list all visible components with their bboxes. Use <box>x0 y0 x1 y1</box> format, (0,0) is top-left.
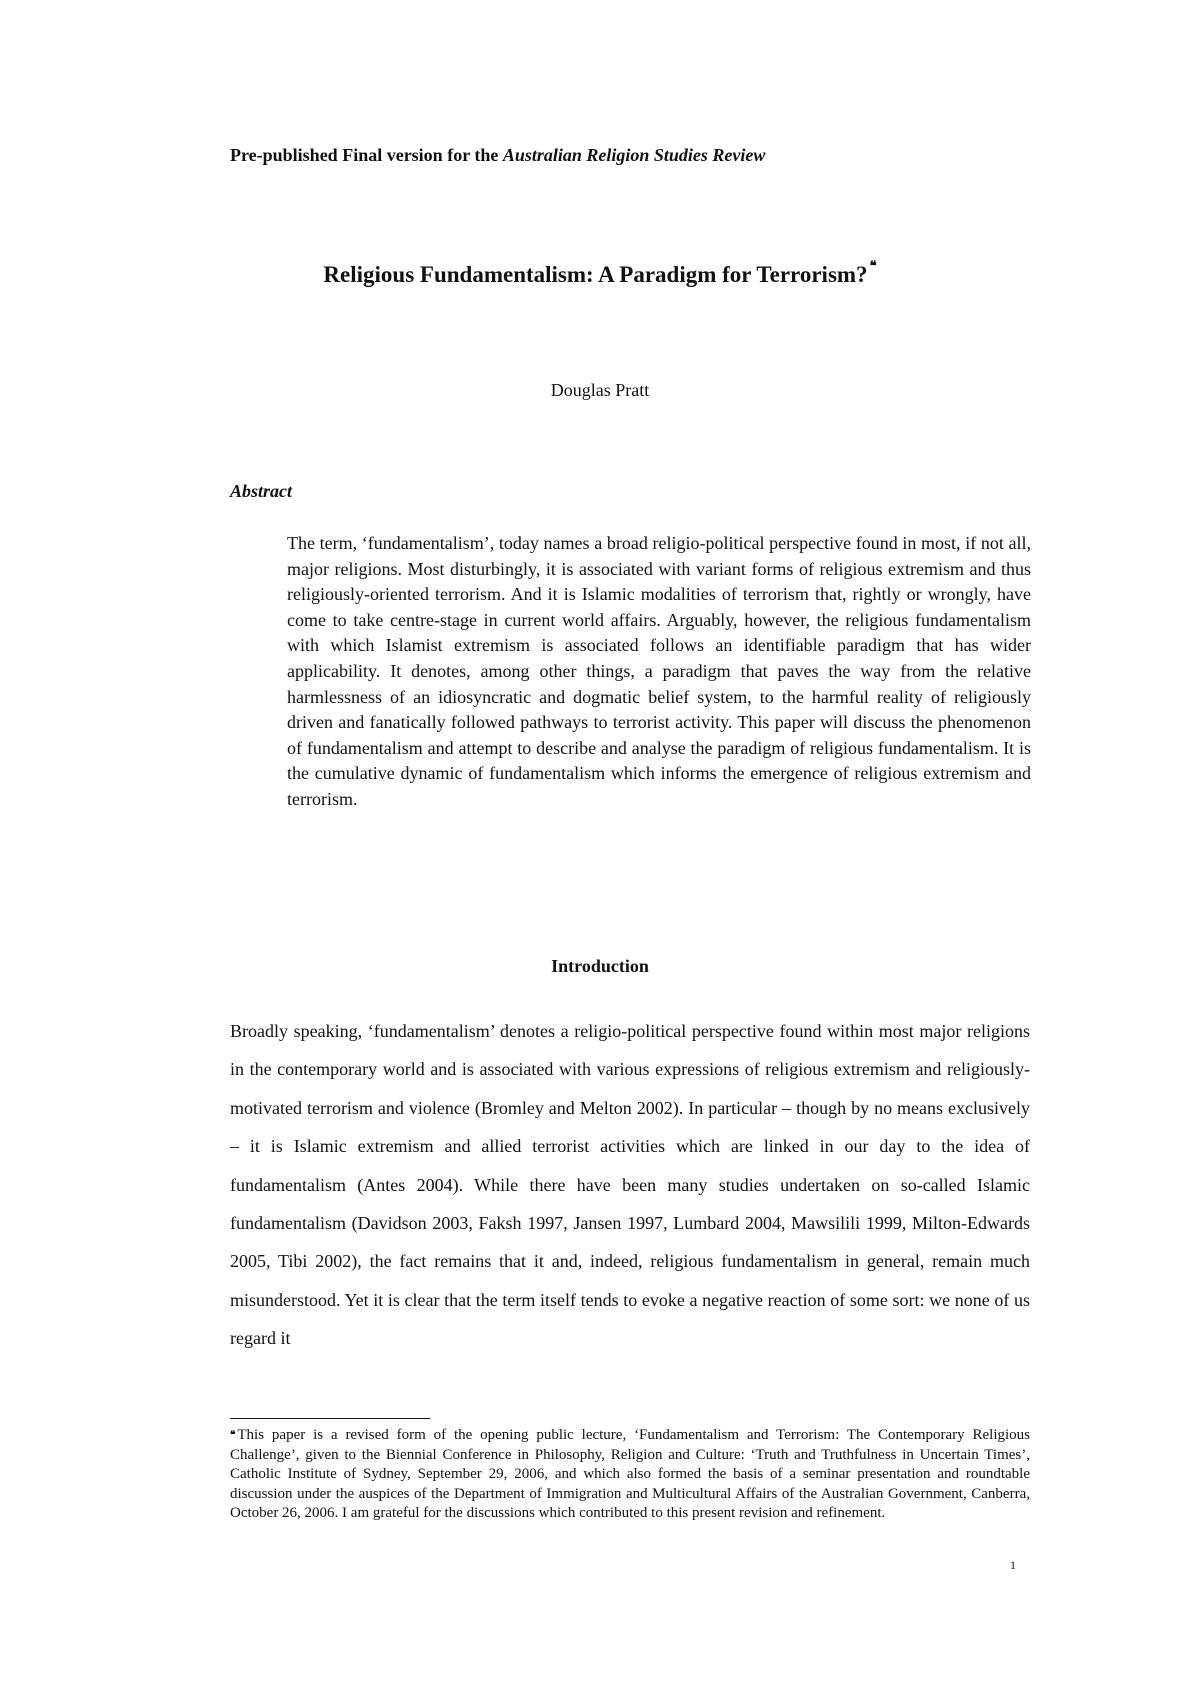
abstract-heading: Abstract <box>230 481 293 501</box>
introduction-heading: Introduction <box>551 956 649 976</box>
page-number: 1 <box>1010 1558 1016 1572</box>
article-title <box>0 258 1200 288</box>
footnote-mark: ❝ <box>230 1430 236 1441</box>
footnote-separator <box>230 1418 430 1419</box>
publication-note-prefix: Pre-published Final version for the <box>230 145 503 165</box>
article-title-text: Religious Fundamentalism: A Paradigm for Terrorism? <box>323 262 868 287</box>
footnote <box>230 1426 1030 1524</box>
title-footnote-mark[interactable]: ❝ <box>869 258 877 273</box>
author-name: Douglas Pratt <box>550 380 650 400</box>
footnote-text: This paper is a revised form of the opening public lecture, ‘Fundamentalism and Terrorism: The Contemporary Religious Challenge’, given to the Biennial Conference in Philosophy, Religion and Culture: ‘Truth and Truthfulness in Uncertain Times’, Catholic Institute of Sydney, September 29, 2006, and which also formed the basis of a seminar presentation and roundtable discussion under the auspices of the Department of Immigration and Multicultural Affairs of the Australian Government, Canberra, October 26, 2006. I am grateful for the discussions which contributed to this present revision and refinement. <box>230 1427 1030 1522</box>
introduction-paragraph: Broadly speaking, ‘fundamentalism’ denotes a religio-political perspective found within most major religions in the contemporary world and is associated with various expressions of religious extremism and religiously-motivated terrorism and violence (Bromley and Melton 2002). In particular – though by no means exclusively – it is Islamic extremism and allied terrorist activities which are linked in our day to the idea of fundamentalism (Antes 2004). While there have been many studies undertaken on so-called Islamic fundamentalism (Davidson 2003, Faksh 1997, Jansen 1997, Lumbard 2004, Mawsilili 1999, Milton-Edwards 2005, Tibi 2002), the fact remains that it and, indeed, religious fundamentalism in general, remain much misunderstood. Yet it is clear that the term itself tends to evoke a negative reaction of some sort: we none of us regard it <box>230 1021 1030 1349</box>
abstract-paragraph: The term, ‘fundamentalism’, today names a broad religio-political perspective found in most, if not all, major religions. Most disturbingly, it is associated with variant forms of religious extremism and thus religiously-oriented terrorism. And it is Islamic modalities of terrorism that, rightly or wrongly, have come to take centre-stage in current world affairs. Arguably, however, the religious fundamentalism with which Islamist extremism is associated follows an identifiable paradigm that has wider applicability. It denotes, among other things, a paradigm that paves the way from the relative harmlessness of an idiosyncratic and dogmatic belief system, to the harmful reality of religiously driven and fanatically followed pathways to terrorist activity. This paper will discuss the phenomenon of fundamentalism and attempt to describe and analyse the paradigm of religious fundamentalism. It is the cumulative dynamic of fundamentalism which informs the emergence of religious extremism and terrorism. <box>287 533 1031 809</box>
publication-note <box>230 145 765 166</box>
journal-name: Australian Religion Studies Review <box>502 145 766 165</box>
